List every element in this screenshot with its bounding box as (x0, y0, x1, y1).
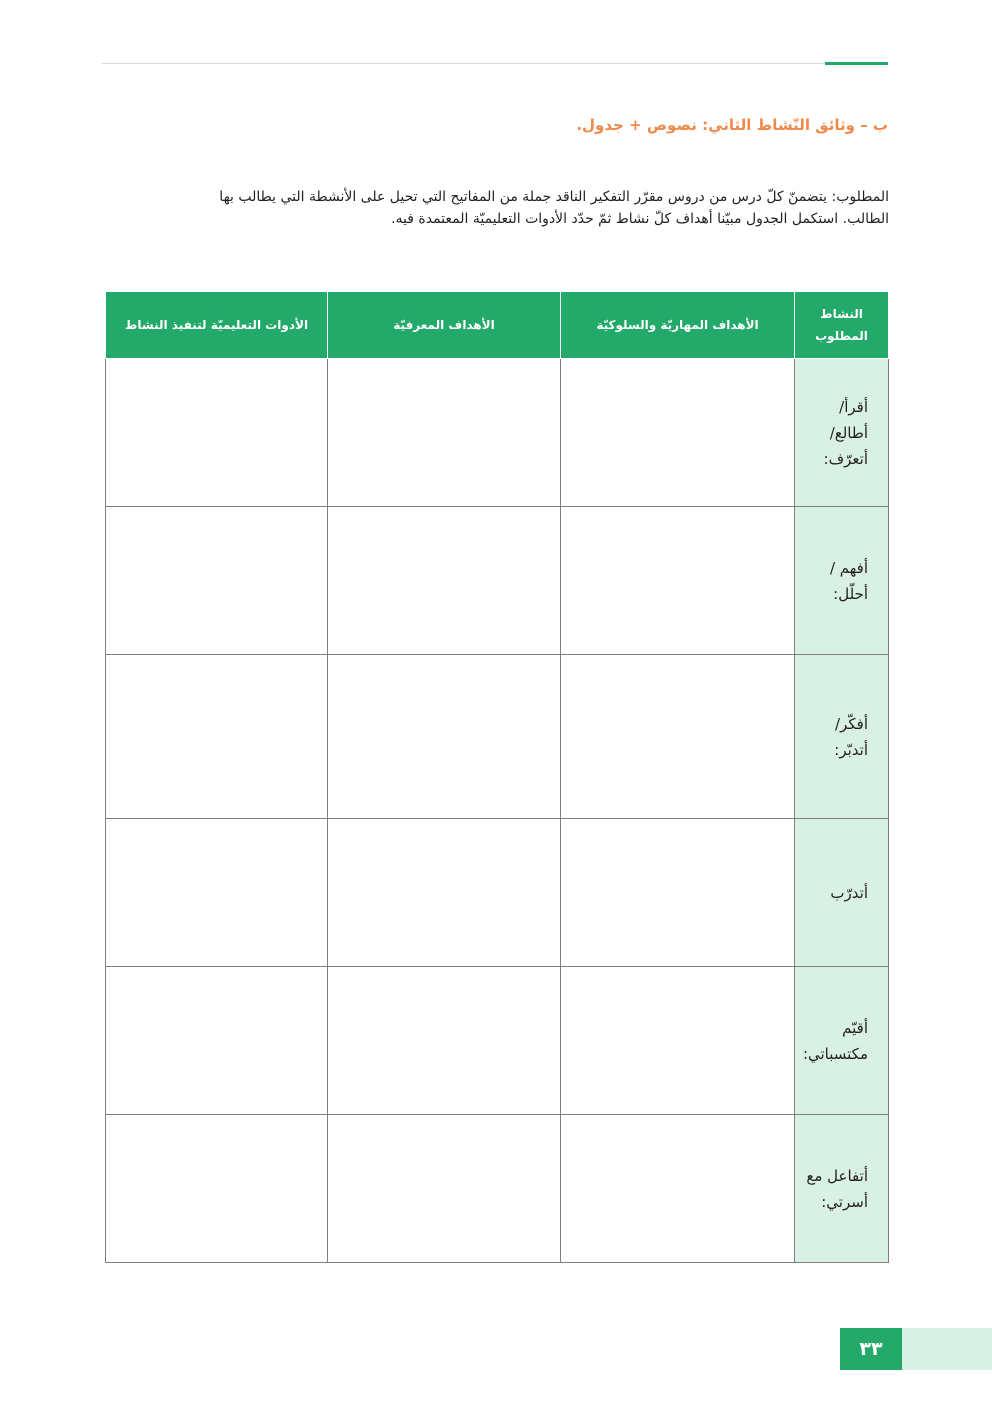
skill-goals-cell[interactable] (561, 655, 795, 819)
table-row (106, 1115, 889, 1263)
activity-table (105, 291, 889, 1263)
header-rule (102, 63, 888, 64)
table-row (106, 819, 889, 967)
table-row (106, 655, 889, 819)
table-header-row (106, 292, 889, 359)
instructions-line-1: المطلوب: يتضمنّ كلّ درس من دروس مقرّر التفكير الناقد جملة من المفاتيح التي تحيل على الأنشطة التي يطالب بها (219, 189, 889, 205)
knowledge-goals-cell[interactable] (328, 819, 561, 967)
knowledge-goals-cell[interactable] (328, 967, 561, 1115)
skill-goals-cell[interactable] (561, 359, 795, 507)
activity-cell: أفكّر/ أتدبّر: (795, 655, 889, 819)
table-row (106, 359, 889, 507)
skill-goals-cell[interactable] (561, 819, 795, 967)
header-activity: النشاط المطلوب (795, 292, 889, 359)
header-knowledge-goals: الأهداف المعرفيّة (328, 292, 561, 359)
tools-cell[interactable] (106, 507, 328, 655)
instructions (129, 186, 889, 230)
tools-cell[interactable] (106, 359, 328, 507)
header-rule-accent (825, 62, 888, 65)
skill-goals-cell[interactable] (561, 507, 795, 655)
knowledge-goals-cell[interactable] (328, 655, 561, 819)
knowledge-goals-cell[interactable] (328, 1115, 561, 1263)
page-number: ٣٣ (840, 1328, 902, 1370)
skill-goals-cell[interactable] (561, 1115, 795, 1263)
knowledge-goals-cell[interactable] (328, 359, 561, 507)
tools-cell[interactable] (106, 819, 328, 967)
activity-cell: أقرأ/ أطالع/ أتعرّف: (795, 359, 889, 507)
tools-cell[interactable] (106, 1115, 328, 1263)
activity-cell: أقيّم مكتسباتي: (795, 967, 889, 1115)
instructions-line-2: الطالب. استكمل الجدول مبيّنا أهداف كلّ نشاط ثمّ حدّد الأدوات التعليميّة المعتمدة فيه. (391, 211, 889, 227)
table-row (106, 507, 889, 655)
activity-cell: أتدرّب (795, 819, 889, 967)
tools-cell[interactable] (106, 655, 328, 819)
knowledge-goals-cell[interactable] (328, 507, 561, 655)
table-row (106, 967, 889, 1115)
activity-cell: أتفاعل مع أسرتي: (795, 1115, 889, 1263)
skill-goals-cell[interactable] (561, 967, 795, 1115)
activity-cell: أفهم / أحلّل: (795, 507, 889, 655)
tools-cell[interactable] (106, 967, 328, 1115)
header-tools: الأدوات التعليميّة لتنفيذ النشاط (106, 292, 328, 359)
section-heading: ب – وثائق النّشاط الثاني: نصوص + جدول. (576, 116, 888, 134)
header-skill-goals: الأهداف المهاريّة والسلوكيّة (561, 292, 795, 359)
